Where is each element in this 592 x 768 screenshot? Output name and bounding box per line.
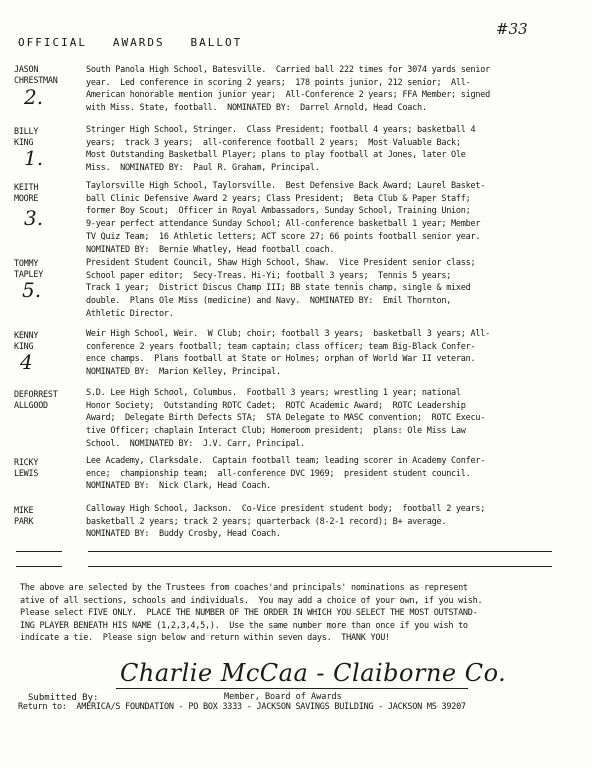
- submitted-by-label: Submitted By:: [28, 693, 99, 703]
- nominee-name: JASON CHRESTMAN: [14, 64, 58, 85]
- nominee-description: Weir High School, Weir. W Club; choir; football 3 years; basketball 3 years; All- conference 2 years football; team captain; class officer; team Big-Black Confer- ence champs. Plans football at State or Holmes; orphan of World War II veteran. NOMINATED BY: Marion Kelley, Principal.: [86, 329, 490, 378]
- handwritten-rank: 3.: [24, 206, 44, 230]
- write-in-name-line[interactable]: [16, 551, 62, 552]
- write-in-name-line[interactable]: [16, 566, 62, 567]
- signature-line[interactable]: [116, 688, 468, 689]
- nominee-description: Stringer High School, Stringer. Class President; football 4 years; basketball 4 years; track 3 years; all-conference football 2 years; Most Valuable Back; Most Outstanding Basketball Player; plans to play football at Jones, later Ole Miss. NOMINATED BY: Paul R. Graham, Principal.: [86, 125, 476, 174]
- nominee-name: DEFORREST ALLGOOD: [14, 389, 58, 410]
- nominee-name: TOMMY TAPLEY: [14, 258, 44, 279]
- return-address: Return to: AMERICA/S FOUNDATION - PO BOX 3333 - JACKSON SAVINGS BUILDING - JACKSON MS 39207: [18, 702, 466, 712]
- handwritten-rank: 4: [20, 350, 33, 374]
- handwritten-rank: 1.: [24, 146, 44, 170]
- handwritten-signature: Charlie McCaa - Claiborne Co.: [120, 659, 507, 687]
- nominee-description: South Panola High School, Batesville. Carried ball 222 times for 3074 yards senior year. Led conference in scoring 2 years; 178 points junior, 212 senior; All- American honorable mention junior year; All-Conference 2 years; FFA Member; signed with Miss. State, football. NOMINATED BY: Darrel Arnold, Head Coach.: [86, 65, 490, 114]
- nominee-description: President Student Council, Shaw High School, Shaw. Vice President senior class; School paper editor; Secy-Treas. Hi-Yi; football 3 years; Tennis 5 years; Track 1 year; District Discus Champ III; BB state tennis champ, single & mixed double. Plans Ole Miss (medicine) and Navy. NOMINATED BY: Emil Thornton, Athletic Director.: [86, 258, 476, 319]
- write-in-description-line[interactable]: [88, 566, 552, 567]
- ballot-title: OFFICIAL AWARDS BALLOT: [18, 36, 243, 49]
- handwritten-rank: 2.: [24, 85, 44, 109]
- nominee-name: RICKY LEWIS: [14, 457, 39, 478]
- nominee-name: KENNY KING: [14, 330, 39, 351]
- handwritten-rank: 5.: [22, 278, 42, 302]
- nominee-name: BILLY KING: [14, 126, 39, 147]
- handwritten-page-number: #33: [496, 20, 528, 38]
- write-in-description-line[interactable]: [88, 551, 552, 552]
- nominee-description: S.D. Lee High School, Columbus. Football 3 years; wrestling 1 year; national Honor Society; Outstanding ROTC Cadet; ROTC Academic Award; ROTC Leadership Award; Delegate Birth Defects STA; STA Delegate to MASC convention; ROTC Execu- tive Officer; chaplain Interact Club; Homeroom president; plans: Ole Miss Law School. NOMINATED BY: J.V. Carr, Principal.: [86, 388, 486, 449]
- nominee-description: Lee Academy, Clarksdale. Captain football team; leading scorer in Academy Confer- ence; championship team; all-conference DVC 1969; president student council. NOMINATED BY: Nick Clark, Head Coach.: [86, 456, 486, 492]
- signer-title: Member, Board of Awards: [224, 692, 342, 702]
- nominee-name: MIKE PARK: [14, 505, 34, 526]
- nominee-description: Taylorsville High School, Taylorsville. Best Defensive Back Award; Laurel Basket- ball Clinic Defensive Award 2 years; Class President; Beta Club & Paper Staff; former Boy Scout; Officer in Royal Ambassadors, Sunday School, Training Union; 9-year perfect attendance Sunday School; All-conference basketball 1 year; Member TV Quiz Team; 16 Athletic letters; ACT score 27; 66 points football senior year. NOMINATED BY: Bernie Whatley, Head football coach.: [86, 181, 486, 255]
- nominee-description: Calloway High School, Jackson. Co-Vice president student body; football 2 years; basketball 2 years; track 2 years; quarterback (8-2-1 record); B+ average. NOMINATED BY: Buddy Crosby, Head Coach.: [86, 504, 486, 540]
- ballot-instructions: The above are selected by the Trustees from coaches'and principals' nominations as represent ative of all sections, schools and individuals. You may add a choice of your own, if you wish. Please select FIVE ONLY. PLACE THE NUMBER OF THE ORDER IN WHICH YOU SELECT THE MOST OUTSTAND- ING PLAYER BENEATH HIS NAME (1,2,3,4,5,). Use the same number more than once if you wish to indicate a tie. Please sign below and return within seven days. THANK YOU!: [20, 583, 483, 643]
- nominee-name: KEITH MOORE: [14, 182, 39, 203]
